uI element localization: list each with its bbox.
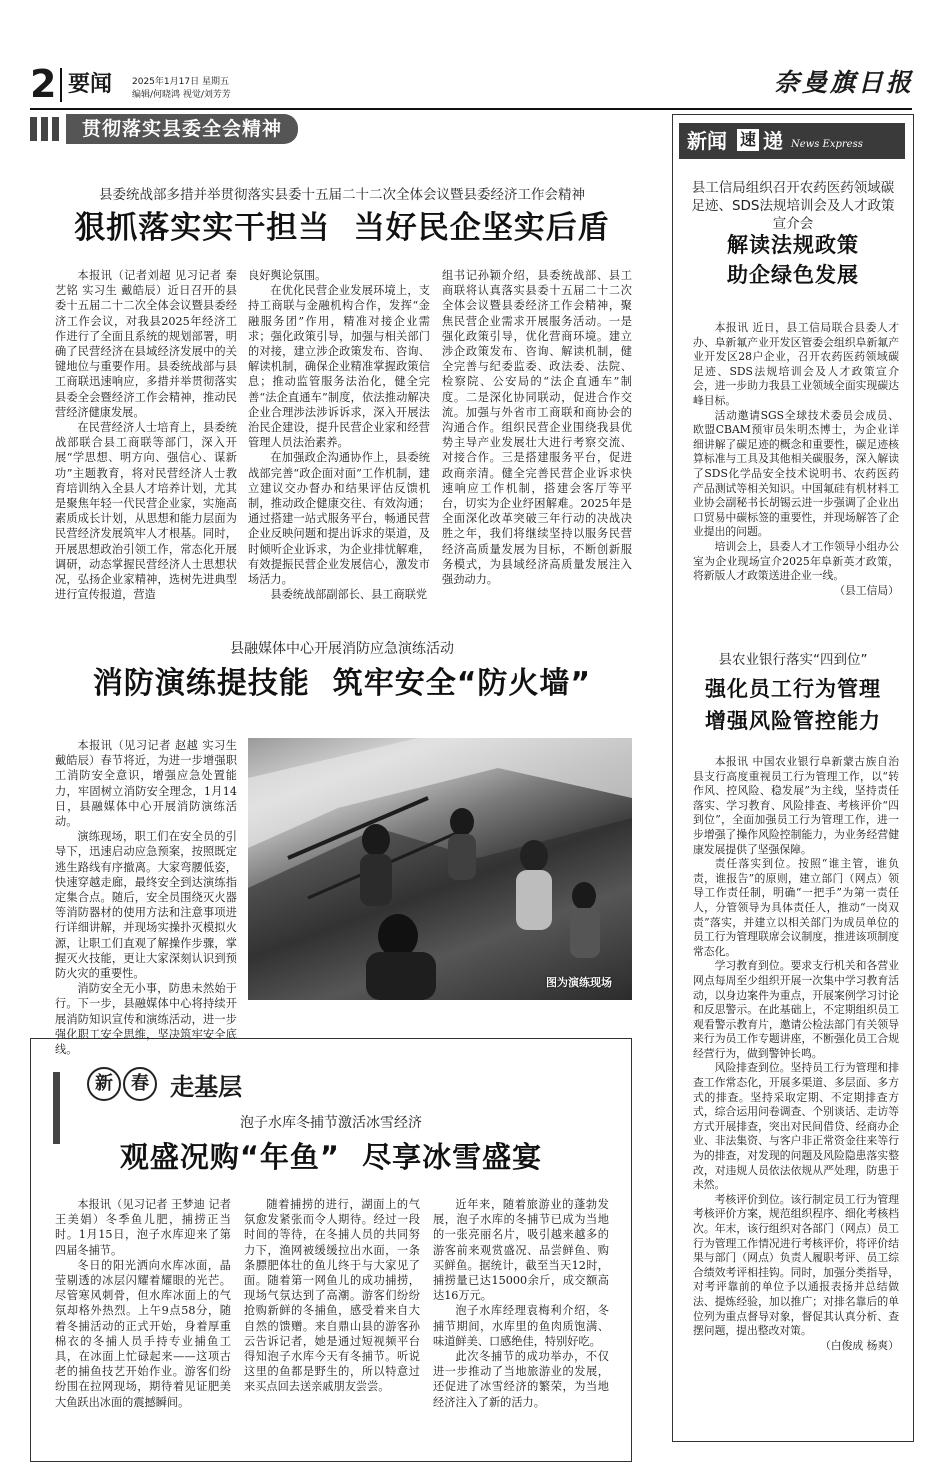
masthead-divider	[60, 68, 62, 102]
news2-sign: （白俊成 杨爽）	[819, 1338, 899, 1352]
article2-kicker: 县融媒体中心开展消防应急演练活动	[230, 641, 454, 657]
fire-drill-photo-scene	[248, 738, 632, 1000]
photo-caption: 图为演练现场	[546, 976, 612, 989]
sidebar-banner-b: 速	[737, 129, 759, 151]
article3-banner-bars	[53, 1072, 64, 1144]
article2-p1: 本报讯（见习记者 赵越 实习生 戴皓辰）春节将近，为进一步增强职工消防安全意识，增强应急处置能力，牢固树立消防安全理念，1月14日，县融媒体中心开展消防演练活动。	[55, 739, 237, 829]
sidebar-banner-en: News Express	[791, 139, 863, 150]
news2-headline-l1: 强化员工行为管理	[705, 677, 881, 701]
article1-kicker: 县委统战部多措并举贯彻落实县委十五届二十二次全体会议暨县委经济工作会精神	[99, 187, 585, 203]
article1-headline: 狠抓落实实干担当 当好民企坚实后盾	[74, 210, 610, 246]
sidebar-banner-c: 递	[763, 129, 783, 153]
sidebar-banner-a: 新闻	[687, 129, 727, 153]
article2-p2: 演练现场，职工们在安全员的引导下，迅速启动应急预案，按照既定逃生路线有序撤离。大家弯腰低姿，快速穿越走廊，最终安全到达演练指定集合点。随后，安全员围绕灭火器等消防器材的使用方法和注意事项进行详细讲解，并现场实操扑灭模拟火源，让职工们直观了解操作步骤，掌握灭火技能，更让大家深刻认识到预防火灾的重要性。	[55, 830, 237, 981]
news1-kicker: 县工信局组织召开农药医药领域碳足迹、SDS法规培训会及人才政策宣介会	[691, 180, 895, 232]
news2-p5: 考核评价到位。该行制定员工行为管理考核评价方案，规范组织程序、细化考核档次。年末，该行组织对各部门（网点）员工行为管理工作情况进行考核评价，将评价结果与部门（网点）负责人履职考评、员工综合绩效考评相挂钩。同时，加强分类指导，对考评靠前的单位予以通报表扬并总结做法、提炼经验，加以推广；对排名靠后的单位列为重点督导对象，督促其认真分析、查摆问题，提出整改对策。	[693, 1192, 899, 1338]
article1-col2-p3: 在加强政企沟通协作上，县委统战部完善“政企面对面”工作机制，建立建议交办督办和结果评估反馈机制，推动政企健康交往、有效沟通；通过搭建一站式服务平台，畅通民营企业反映问题和提出诉求的渠道，及时倾听企业诉求，为企业排忧解难，有效提振民营企业发展信心，激发市场活力。	[248, 451, 430, 587]
news1-headline-l1: 解读法规政策	[727, 233, 859, 257]
article3-headline: 观盛况购“年鱼” 尽享冰雪盛宴	[119, 1140, 543, 1174]
news2-p3: 学习教育到位。要求支行机关和各营业网点每周至少组织开展一次集中学习教育活动，以身边案件为重点，开展案例学习讨论和反思警示。在此基础上，不定期组织员工观看警示教育片，邀请公检法部门有关领导来行为员工作专题讲座，不断强化员工合规经营行为，做到警钟长鸣。	[693, 959, 899, 1060]
editor-line: 编辑/何晓鸿 视觉/刘芳芳	[132, 90, 231, 100]
date-line: 2025年1月17日 星期五	[132, 77, 229, 87]
article1-col2-p4: 县委统战部副部长、县工商联党	[270, 588, 428, 602]
news1-p2: 活动邀请SGS全球技术委员会成员、欧盟CBAM预审员朱明杰博士，为企业详细讲解了碳足迹的概念和重要性，碳足迹核算标准与工具及其他相关碳服务，深入解读了SDS化学品安全技术说明书、农药医药产品测试等相关知识。中国氟硅有机材料工业协会副秘书长胡锡云进一步强调了企业出口贸易中碳标签的重要性，并现场解答了企业提出的问题。	[693, 408, 899, 539]
article3-col3	[433, 1197, 609, 1410]
news2-body	[693, 755, 899, 1353]
banner-char-chun: 春	[123, 1067, 157, 1101]
news2-p4: 风险排查到位。坚持员工行为管理和排查工作常态化，开展多渠道、多层面、多方式的排查。坚持采取定期、不定期排查方式，综合运用问卷调查、个别谈话、走访等方式开展排查，突出对民间借贷、经商办企业、非法集资、与客户非正常资金往来等行为的排查，对发现的问题及风险隐患落实整改，对违规人员依法依规从严处理，防患于未然。	[693, 1061, 899, 1192]
news2-p1: 本报讯 中国农业银行阜新蒙古族自治县支行高度重视员工行为管理工作，以“转作风、控风险、稳发展”为主线，坚持责任落实、学习教育、风险排查、考核评价“四到位”，全面加强员工行为管理工作，进一步增强了操作风险控制能力，为业务经营健康发展提供了坚强保障。	[693, 755, 899, 856]
section-name: 要闻	[68, 72, 113, 97]
news1-p1: 本报讯 近日，县工信局联合县委人才办、阜新氟产业开发区管委会组织阜新氟产业开发区28户企业，召开农药医药领域碳足迹、SDS法规培训会及人才政策宣介会，进一步助力我县工业领域全面实现碳达峰目标。	[693, 321, 899, 407]
article3-col3-p2: 泡子水库经理袁梅利介绍，冬捕节期间，水库里的鱼肉质饱满、味道鲜美、口感绝佳，特别好吃。	[433, 1304, 609, 1348]
banner-char-xin: 新	[87, 1067, 121, 1101]
article1-col1-p2: 在民营经济人士培育上，县委统战部联合县工商联等部门，深入开展“学思想、明方向、强信心、谋新功”主题教育，将对民营经济人士教育培训纳入全县人才培养计划，尤其是聚焦年轻一代民营企业家，实施高素质成长计划，从思想和能力层面为民营经济发展筑牢人才根基。同时，开展思想政治引领工作，常态化开展调研，动态掌握民营经济人士思想状况，弘扬企业家精神，选树先进典型进行宣传报道，营造	[55, 421, 237, 602]
news2-kicker: 县农业银行落实“四到位”	[718, 652, 868, 668]
sidebar-banner	[679, 123, 905, 159]
article3-col2-p1: 随着捕捞的进行，湖面上的气氛愈发紧张而令人期待。经过一段时间的等待，在冬捕人员的共同努力下，渔网被缓缓拉出水面，一条条膘肥体壮的鱼儿终于与大家见了面。随着第一网鱼儿的成功捕捞，现场气氛达到了高潮。游客们纷纷抢购新鲜的冬捕鱼，感受着来自大自然的馈赠。来自鼎山县的游客孙云告诉记者，她是通过短视频平台得知泡子水库今天有冬捕节。听说这里的鱼都是野生的，所以特意过来买点回去送亲戚朋友尝尝。	[244, 1198, 420, 1394]
paper-name: 奈曼旗日报	[773, 68, 914, 97]
banner-top	[30, 114, 410, 144]
article2-headline: 消防演练提技能 筑牢安全“防火墙”	[92, 666, 592, 701]
article3-col1-p1: 本报讯（见习记者 王梦迪 记者 王美娟）冬季鱼儿肥，捕捞正当时。1月15日，泡子水库迎来了第四届冬捕节。	[55, 1198, 231, 1257]
article1-col2-p2: 在优化民营企业发展环境上，支持工商联与金融机构合作，发挥“金融服务团”作用，精准对接企业需求；强化政策引导，加强与相关部门的对接，建立涉企政策发布、咨询、解读机制，确保企业精准掌握政策信息；推动监管服务法治化，健全完善“法企直通车”制度，依法推动解决企业合理涉法涉诉诉求，深入开展法治民企建设，提升民营企业家和经营管理人员法治素养。	[248, 284, 430, 450]
news1-sign: （县工信局）	[834, 583, 899, 597]
article3-col3-p3: 此次冬捕节的成功举办，不仅进一步推动了当地旅游业的发展，还促进了冰雪经济的繁荣，为当地经济注入了新的活力。	[433, 1350, 609, 1409]
article1-col1-p1: 本报讯（记者刘超 见习记者 秦艺铭 实习生 戴皓辰）近日召开的县委十五届二十二次全体会议暨县委经济工作会议，对我县2025年经济工作进行了全面且系统的规划部署，明确了民营经济在县域经济发展中的关键地位与重要作用。县委统战部与县工商联迅速响应，多措并举贯彻落实县委全会暨经济工作会精神，推动民营经济健康发展。	[55, 269, 237, 419]
news1-p3: 培训会上，县委人才工作领导小组办公室为企业现场宣介2025年阜新英才政策，将新版人才政策送进企业一线。	[693, 539, 899, 583]
news1-body	[693, 321, 899, 598]
article1-col3	[442, 268, 632, 587]
article3-box	[30, 1038, 632, 1462]
news2-headline-l2: 增强风险管控能力	[705, 709, 881, 733]
news2-p2: 责任落实到位。按照“谁主管，谁负责，谁报告”的原则，建立部门（网点）领导工作责任制，明确“一把手”为第一责任人，分管领导为具体责任人，推动“一岗双责”落实，并建立以相关部门为成员单位的员工行为管理联席会议制度，推进该项制度常态化。	[693, 857, 899, 958]
article3-banner-chars	[87, 1067, 242, 1102]
page-number: 2	[30, 62, 57, 106]
masthead-rule	[30, 108, 912, 110]
article3-col3-p1: 近年来，随着旅游业的蓬勃发展，泡子水库的冬捕节已成为当地的一张亮丽名片，吸引越来越多的游客前来观赏盛况、品尝鲜鱼、购买鲜鱼。据统计，截至当天12时，捕捞量已达15000余斤，成交额高达16万元。	[433, 1198, 609, 1303]
banner-bars	[30, 117, 63, 141]
article3-col2	[244, 1197, 420, 1395]
article3-col1-p2: 冬日的阳光洒向水库冰面，晶莹剔透的冰层闪耀着耀眼的光芒。尽管寒风刺骨，但水库冰面上的气氛却格外热烈。上午9点58分，随着冬捕活动的正式开始，身着厚重棉衣的冬捕人员手持专业捕鱼工具，在冰面上忙碌起来——这项古老的捕鱼技艺开始作业。游客们纷纷围在拉网现场，期待着见证肥美大鱼跃出冰面的震撼瞬间。	[55, 1258, 231, 1409]
article3-kicker: 泡子水库冬捕节激活冰雪经济	[240, 1115, 422, 1131]
article3-col1	[55, 1197, 231, 1410]
article1-col2	[248, 268, 430, 602]
article1-col2-p1: 良好舆论氛围。	[248, 269, 327, 282]
article2-body	[55, 738, 237, 1057]
article1-col1	[55, 268, 237, 602]
article3-banner-text: 走基层	[170, 1073, 243, 1101]
fire-drill-photo	[248, 738, 632, 1000]
article2-p3: 消防安全无小事，防患未然始于行。下一步，县融媒体中心将持续开展消防知识宣传和演练活动，进一步强化职工安全思维，坚决筑牢安全底线。	[55, 982, 237, 1057]
banner-top-title: 贯彻落实县委全会精神	[66, 114, 298, 144]
article1-col3-p1: 组书记孙颖介绍，县委统战部、县工商联将认真落实县委十五届二十二次全体会议暨县委经济工作会精神，聚焦民营企业需求开展服务活动。一是强化政策引导，优化营商环境。建立涉企政策发布、咨询、解读机制，健全完善与纪委监委、政法委、法院、检察院、公安局的“法企直通车”制度。二是深化协同联动，促进合作交流。加强与外省市工商联和商协会的沟通合作。组织民营企业围绕我县优势主导产业发展壮大进行考察交流、对接合作。三是搭建服务平台，促进政商亲清。健全完善民营企业诉求快速响应工作机制，搭建会客厅等平台，切实为企业纾困解难。2025年是全面深化改革突破三年行动的决战决胜之年，我们将继续坚持以服务民营经济高质量发展为目标，不断创新服务模式，为县域经济高质量发展注入强劲动力。	[442, 269, 632, 587]
news1-headline-l2: 助企绿色发展	[727, 263, 859, 287]
sidebar-box	[672, 114, 914, 1442]
